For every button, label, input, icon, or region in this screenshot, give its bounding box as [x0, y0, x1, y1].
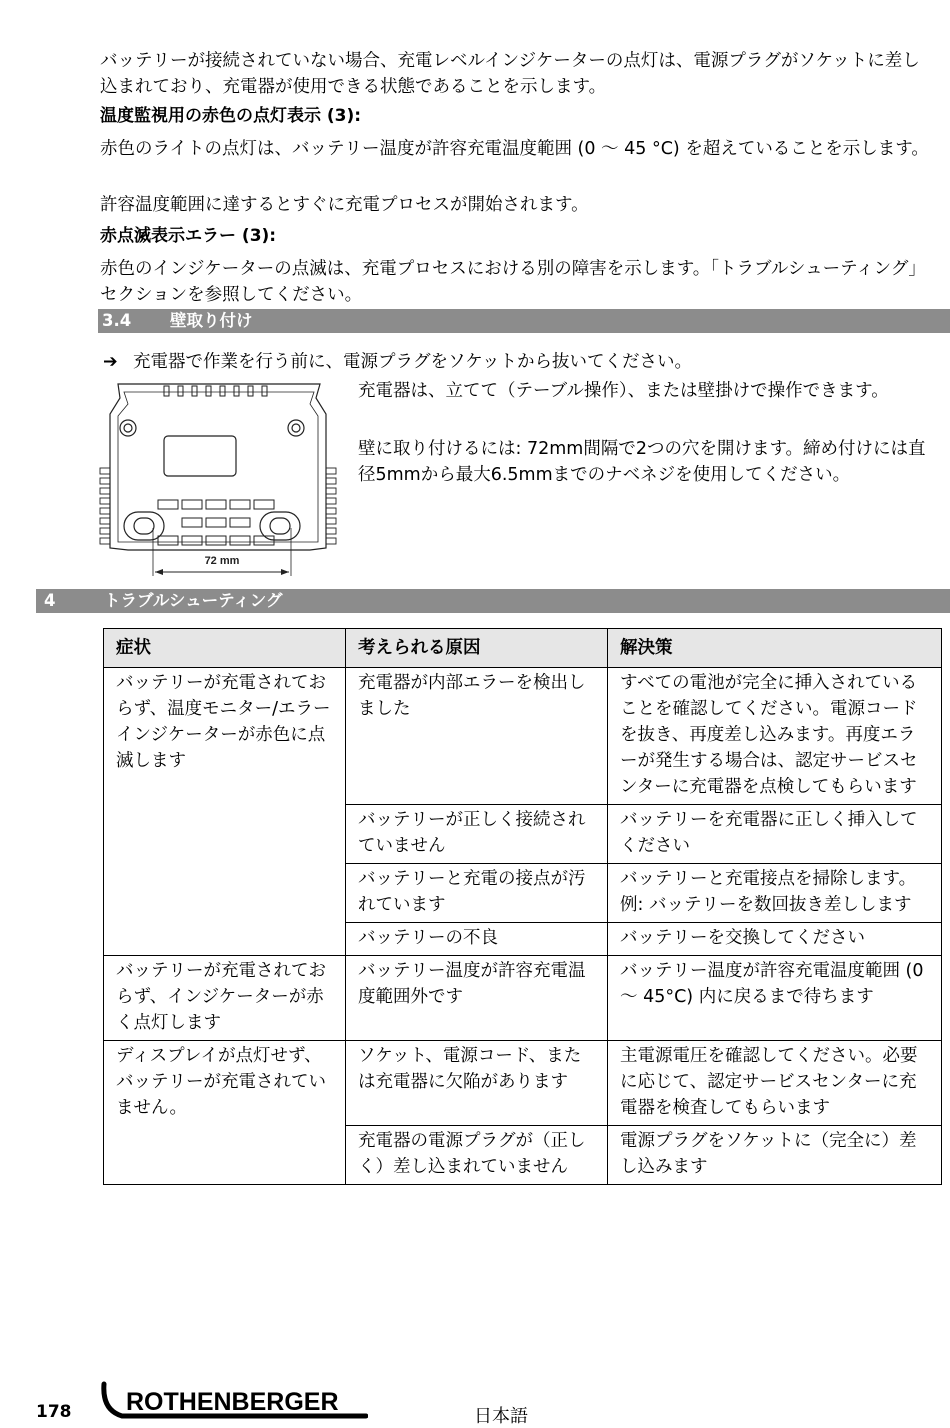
solution-cell: バッテリーを充電器に正しく挿入してください — [608, 805, 942, 864]
section-4-header — [36, 589, 950, 613]
cause-cell: バッテリーと充電の接点が汚れています — [346, 864, 608, 923]
symptom-cell: バッテリーが充電されておらず、インジケーターが赤く点灯します — [104, 956, 346, 1041]
header-cause: 考えられる原因 — [346, 629, 608, 668]
dimension-label: 72 mm — [204, 555, 240, 567]
symptom-cell: ディスプレイが点灯せず、バッテリーが充電されていません。 — [104, 1041, 346, 1185]
section-number: 4 — [44, 591, 56, 610]
rothenberger-logo — [98, 1380, 368, 1422]
table-row — [104, 956, 942, 1041]
table-header-row — [104, 629, 942, 668]
troubleshooting-table — [103, 628, 942, 1185]
solution-cell: バッテリーと充電接点を掃除します。 例: バッテリーを数回抜き差しします — [608, 864, 942, 923]
brand-name: ROTHENBERGER — [126, 1388, 339, 1416]
section-title: 壁取り付け — [170, 311, 253, 330]
cause-cell: 充電器が内部エラーを検出しました — [346, 668, 608, 805]
cause-cell: バッテリー温度が許容充電温度範囲外です — [346, 956, 608, 1041]
intro-paragraph: バッテリーが接続されていない場合、充電レベルインジケーターの点灯は、電源プラグがソケットに差し込まれており、充電器が使用できる状態であることを示します。 — [100, 51, 920, 97]
symptom-cell: バッテリーが充電されておらず、温度モニター/エラーインジケーターが赤色に点滅します — [104, 668, 346, 956]
temp-monitor-paragraph-1: 赤色のライトの点灯は、バッテリー温度が許容充電温度範囲 (0 ～ 45 °C) を超えていることを示します。 — [100, 139, 929, 159]
arrow-right-icon: ➔ — [103, 352, 118, 372]
table-row — [104, 1041, 942, 1126]
section-number: 3.4 — [102, 311, 132, 330]
page-number: 178 — [36, 1402, 72, 1422]
table-row — [104, 668, 942, 805]
cause-cell: ソケット、電源コード、または充電器に欠陥があります — [346, 1041, 608, 1126]
mount-paragraph-1: 充電器は、立てて（テーブル操作）、または壁掛けで操作できます。 — [358, 381, 889, 401]
solution-cell: バッテリーを交換してください — [608, 923, 942, 956]
cause-cell: 充電器の電源プラグが（正しく）差し込まれていません — [346, 1126, 608, 1185]
cause-cell: バッテリーの不良 — [346, 923, 608, 956]
blink-error-heading: 赤点滅表示エラー (3): — [100, 226, 277, 246]
section-title: トラブルシューティング — [104, 591, 283, 610]
temp-monitor-heading: 温度監視用の赤色の点灯表示 (3): — [100, 106, 362, 126]
header-solution: 解決策 — [608, 629, 942, 668]
solution-cell: バッテリー温度が許容充電温度範囲 (0 ～ 45°C) 内に戻るまで待ちます — [608, 956, 942, 1041]
section-3-4-header — [98, 309, 950, 333]
solution-cell: 電源プラグをソケットに（完全に）差し込みます — [608, 1126, 942, 1185]
language-label: 日本語 — [474, 1406, 528, 1427]
cause-cell: バッテリーが正しく接続されていません — [346, 805, 608, 864]
charger-wall-mount-diagram — [98, 378, 338, 578]
mount-paragraph-2: 壁に取り付けるには: 72mm間隔で2つの穴を開けます。締め付けには直径5mmから最大6.5mmまでのナベネジを使用してください。 — [358, 439, 926, 485]
solution-cell: 主電源電圧を確認してください。必要に応じて、認定サービスセンターに充電器を検査してもらいます — [608, 1041, 942, 1126]
solution-cell: すべての電池が完全に挿入されていることを確認してください。電源コードを抜き、再度差し込みます。再度エラーが発生する場合は、認定サービスセンターに充電器を点検してもらいます — [608, 668, 942, 805]
unplug-instruction — [103, 349, 943, 375]
blink-error-paragraph: 赤色のインジケーターの点滅は、充電プロセスにおける別の障害を示します。「トラブルシューティング」セクションを参照してください。 — [100, 259, 926, 305]
temp-monitor-paragraph-2: 許容温度範囲に達するとすぐに充電プロセスが開始されます。 — [100, 195, 589, 215]
unplug-instruction-text: 充電器で作業を行う前に、電源プラグをソケットから抜いてください。 — [133, 352, 692, 372]
header-symptom: 症状 — [104, 629, 346, 668]
